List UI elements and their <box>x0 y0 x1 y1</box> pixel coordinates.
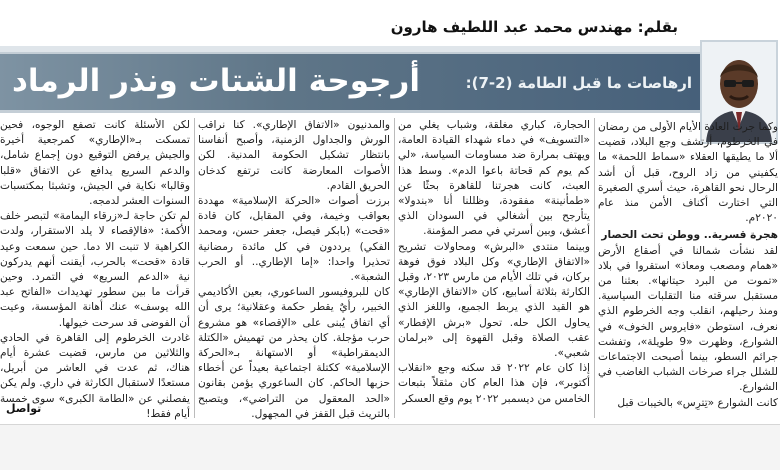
column-divider <box>594 118 595 418</box>
article-column-4 <box>0 118 190 424</box>
article-column-1 <box>598 120 778 426</box>
paragraph: وكما جرت العادة الأيام الأولى من رمضان في الخرطوم، أرتشف وجع البلاد، قضيت ألا ما يطيقها العقلاء «سماط اللحمة» ما يكفيني من زاد الروح، قبل أن أشد الرحال نحو القاهرة، حيث أسري الصغيرة التي اختارت أكناف الأمن منذ عام ٢٠٢٠م. <box>598 121 778 225</box>
paragraph: إذا كان عام ٢٠٢٢ قد سكنه وجع «انقلاب أكتوبر»، فإن هذا العام كان مثقلاً بتبعات الخامس من ديسمبر ٢٠٢٢ يوم وقع العسكر <box>398 362 590 405</box>
column-divider <box>394 118 395 418</box>
author-byline: بقلم: مهندس محمد عبد اللطيف هارون <box>390 18 678 36</box>
article-column-2 <box>398 118 590 424</box>
column-divider <box>194 118 195 418</box>
paragraph: كانت الشوارع «تِترِس» بالخيبات قبل <box>617 396 778 409</box>
paragraph: لم تكن حاجة لـ«زرقاء اليمامة» لتبصر خلف الأكمة: «فالإقصاء لا يلد الاستقرار، ولدت الكراهية لا تنبت الا دما. حين سمعت وعيد قادة «قحت» بالحرب، أيقنت أنهم يدركون نية «الدعم السريع» في التمرد. وحين قرأت ما بين سطور تهديدات «الفاتح عبد الله يوسف» عنك أهانة المؤسسة، وعيت أن الفوضى قد سرحت خيولها. <box>0 210 190 329</box>
article-title: أرجوحة الشتات ونذر الرماد <box>12 63 420 99</box>
paragraph: لقد نشأت شمالنا في أصقاع الأرض «همام ومصعب ومعاذ» استقروا في بلاد «تموت من البرد حيتانها». بعثنا من مستقبل سرقته منا التقلبات السياسية. ومنذ رحيلهم، انقلب وجه الخرطوم الذي نعرف، استوطن «فايروس الخوف» في الشوارع، وظهرت «9 طويلة»، وتفشت جرائم السطو، بينما أصبحت الاجتماعات للشلل جراء صرخات الشباب الغاضب في الشوارع. <box>598 244 778 394</box>
paragraph: لكن الأسئلة كانت تصفع الوجوه، فحين تمسكت بـ«الإطاري» كمرجعية أخيرة والجيش يرفض التوقيع دون إجماع شامل، والدعم السريع يدافع عن الاتفاق «قلبا وقالبا» نكاية في الجيش، وتشبثا بمكتسبات السنوات العشر لدمجه. <box>0 119 190 208</box>
paragraph: كان للبروفيسور الساعوري، بعين الأكاديمي الخبير، رأيٌ يقطر حكمة وعقلانية؛ يرى أن أي اتفاق يُبنى على «الإقصاء» هو مشروع حرب مؤجلة. كان يحذر من تهميش «الكتلة الديمقراطية» أو الاستهانة بـ«الحركة الإسلامية» ككتلة اجتماعية بعيداً عن أخطاء حزبها الحاكم. كان الساعوري يؤمن بقانون «الحد المعقول من التراضي»، ويتصبح بالتريث قبل القفز في المجهول. <box>198 286 390 420</box>
paragraph: والمدنيون «الاتفاق الإطاري». كنا نراقب الورش والجداول الزمنية، وأصبح أنفاسنا بانتظار تشكيل الحكومة المدنية. لكن الأصوات المعارضة كانت ترتفع كدخان الحريق القادم. <box>198 119 390 192</box>
page-footer-band <box>0 424 780 470</box>
article-column-3 <box>198 118 390 424</box>
continued-label: تواصل <box>6 402 42 415</box>
paragraph: وبينما منتدى «البرش» ومحاولات تشريح «الاتفاق الإطاري» وكل البلاد فوق فوهة بركان، في تلك الأيام من مارس ٢٠٢٣، وقبل الكارثة بثلاثة أسابيع، كان «الاتفاق الإطاري» هو القيد الذي يربط الجميع، واللغز الذي يحاول الكل حله. تحول «برش الإفطار» عقب الصلاة وقبل القهوة إلى «برلمان شعبي». <box>398 240 590 360</box>
subheading: هجرة قسرية.. ووطن تحت الحصار <box>601 229 778 242</box>
title-banner <box>0 52 700 113</box>
paragraph: الحجارة، كباري مغلقة، وشباب يغلي من «التسويف» في دماء شهداء القيادة العامة، ويهتف بمرارة ضد مساومات السياسة، «لي كم يوم كم قحاتة باعوا الدم». وسط هذا العبث، كانت هجرتنا للقاهرة بحثًا عن «طمأنينة» مفقودة، وظللنا أنا «بندولا» يتأرجح بين أشغالي في السودان الذي أعشق، وبين أسرتي في مصر المؤمنة. <box>398 119 590 238</box>
paragraph: غادرت الخرطوم إلى القاهرة في الحادي والثلاثين من مارس، قضيت عشرة أيام هناك، ثم عدت في العاشر من أبريل، مستعدًا لاستقبال الكارثة في داري. ولم يكن يفصلني عن «الطامة الكبرى» سوى خمسة أيام فقط! <box>0 331 190 420</box>
paragraph: برزت أصوات «الحركة الإسلامية» مهددة بعواقب وخيمة، وفي المقابل، كان قادة «قحت» (بابكر فيصل، جعفر حسن، ومحمد الفكي) يرددون في كل مائدة رمضانية تحذيرا واحدا: «إما الإطاري.. أو الحرب الشعبة». <box>198 195 390 284</box>
series-label: ارهاصات ما قبل الطامة (2-7): <box>465 74 692 92</box>
